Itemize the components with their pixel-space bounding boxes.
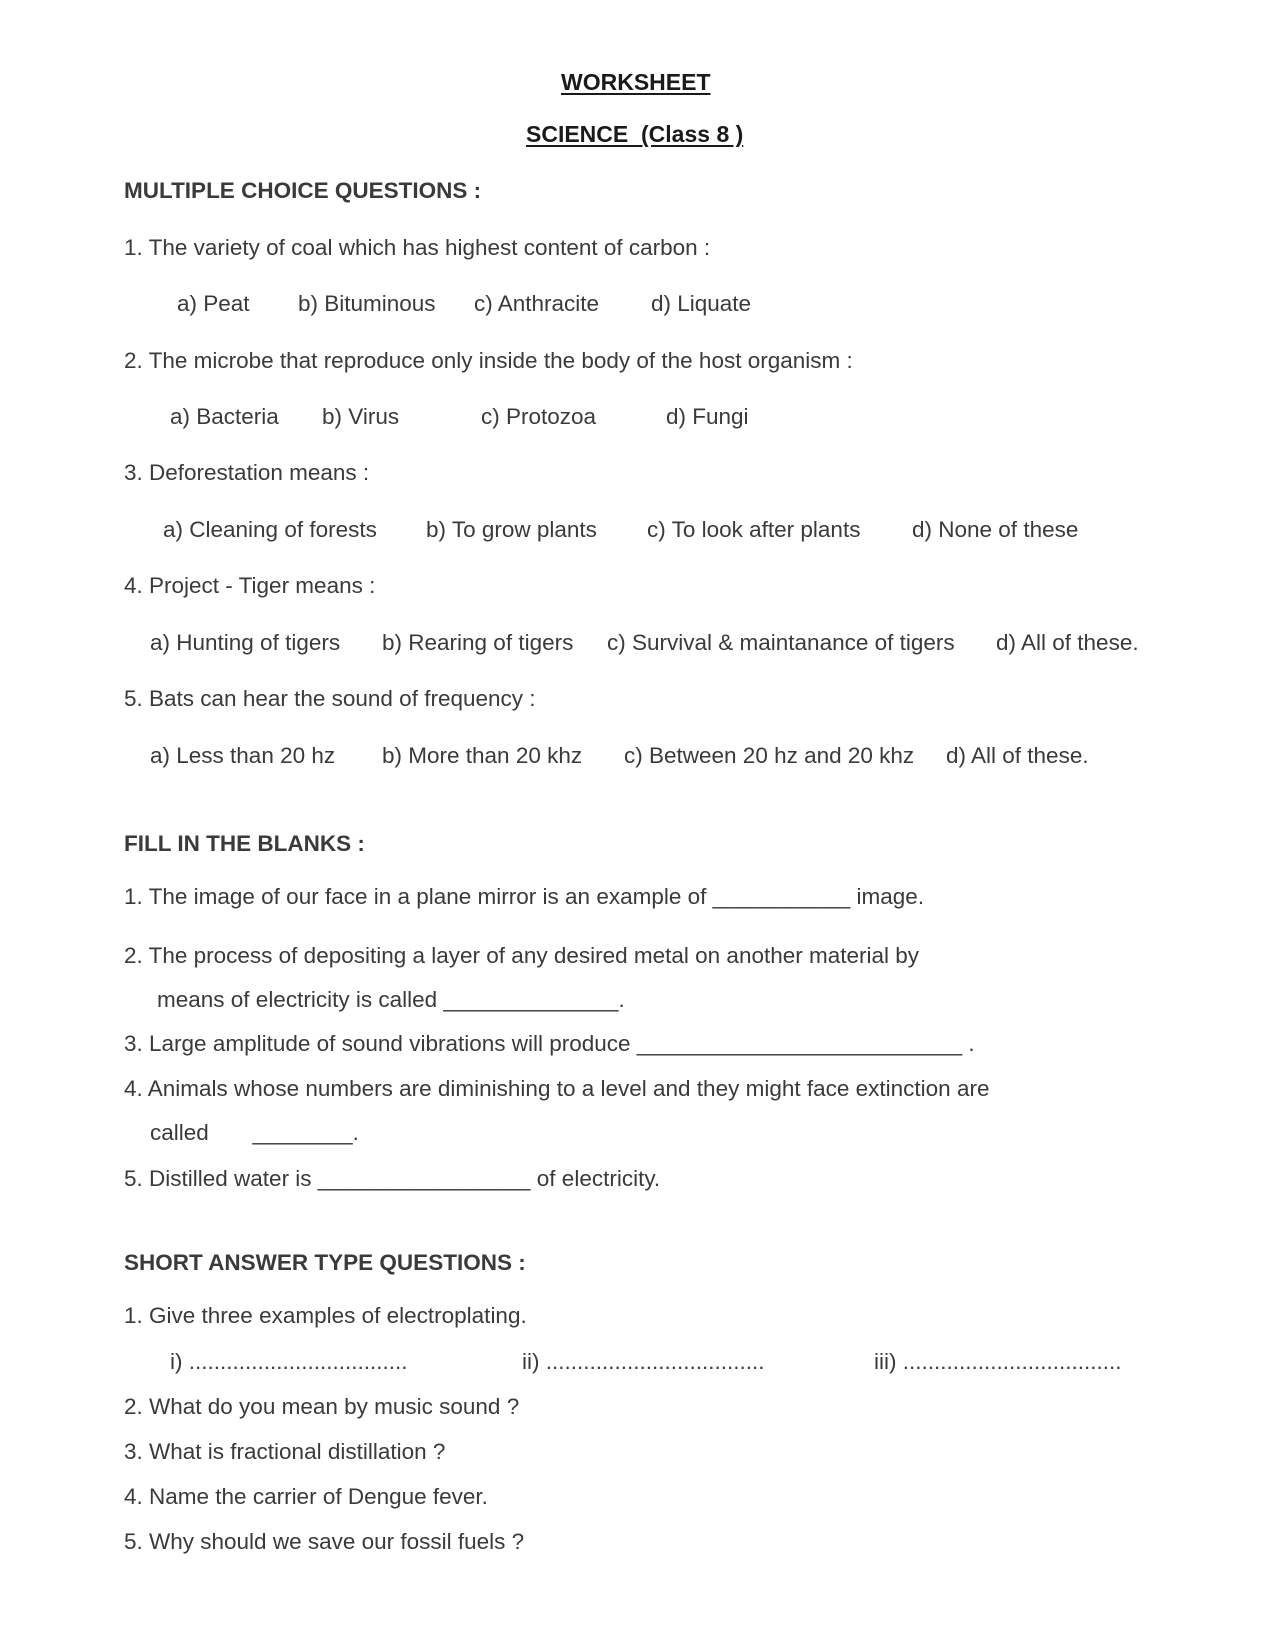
short-blank-i: i) ................................... xyxy=(170,1349,408,1374)
mcq-2-option-d: d) Fungi xyxy=(666,404,749,429)
fill-line-1: 1. The image of our face in a plane mirror is an example of ___________ image. xyxy=(124,884,925,909)
short-question-1: 1. Give three examples of electroplating. xyxy=(124,1303,527,1328)
fill-line-5: 5. Distilled water is _________________ of electricity. xyxy=(124,1166,661,1191)
mcq-4-option-a: a) Hunting of tigers xyxy=(150,630,341,655)
mcq-heading: MULTIPLE CHOICE QUESTIONS : xyxy=(124,178,482,203)
mcq-1-option-b: b) Bituminous xyxy=(298,291,436,316)
page-title: WORKSHEET xyxy=(561,69,711,95)
mcq-3-option-b: b) To grow plants xyxy=(426,517,597,542)
fill-line-2: 2. The process of depositing a layer of any desired metal on another material by xyxy=(124,943,920,968)
mcq-5-option-b: b) More than 20 khz xyxy=(382,743,583,768)
fill-line-3: 3. Large amplitude of sound vibrations will produce __________________________ . xyxy=(124,1031,975,1056)
short-heading: SHORT ANSWER TYPE QUESTIONS : xyxy=(124,1250,526,1275)
mcq-4-option-b: b) Rearing of tigers xyxy=(382,630,574,655)
mcq-2-option-a: a) Bacteria xyxy=(170,404,279,429)
short-blank-iii: iii) ................................... xyxy=(874,1349,1122,1374)
mcq-3-option-c: c) To look after plants xyxy=(647,517,861,542)
mcq-3-option-d: d) None of these xyxy=(912,517,1079,542)
short-blank-ii: ii) ................................... xyxy=(522,1349,765,1374)
mcq-5-option-a: a) Less than 20 hz xyxy=(150,743,336,768)
mcq-1-option-a: a) Peat xyxy=(177,291,250,316)
fill-heading: FILL IN THE BLANKS : xyxy=(124,831,365,856)
short-question-2: 2. What do you mean by music sound ? xyxy=(124,1394,520,1419)
mcq-question-2: 2. The microbe that reproduce only inside the body of the host organism : xyxy=(124,348,853,373)
mcq-4-option-c: c) Survival & maintanance of tigers xyxy=(607,630,955,655)
mcq-1-option-c: c) Anthracite xyxy=(474,291,600,316)
mcq-2-option-b: b) Virus xyxy=(322,404,400,429)
short-question-5: 5. Why should we save our fossil fuels ? xyxy=(124,1529,525,1554)
mcq-question-5: 5. Bats can hear the sound of frequency : xyxy=(124,686,536,711)
fill-line-2b: means of electricity is called ______________. xyxy=(157,987,625,1012)
mcq-question-1: 1. The variety of coal which has highest content of carbon : xyxy=(124,235,711,260)
page-subtitle: SCIENCE (Class 8 ) xyxy=(526,121,744,147)
mcq-2-option-c: c) Protozoa xyxy=(481,404,597,429)
mcq-question-3: 3. Deforestation means : xyxy=(124,460,370,485)
short-question-4: 4. Name the carrier of Dengue fever. xyxy=(124,1484,488,1509)
mcq-question-4: 4. Project - Tiger means : xyxy=(124,573,376,598)
fill-line-4b: called ________. xyxy=(150,1120,359,1145)
mcq-3-option-a: a) Cleaning of forests xyxy=(163,517,377,542)
mcq-1-option-d: d) Liquate xyxy=(651,291,752,316)
mcq-5-option-c: c) Between 20 hz and 20 khz xyxy=(624,743,915,768)
mcq-4-option-d: d) All of these. xyxy=(996,630,1139,655)
short-question-3: 3. What is fractional distillation ? xyxy=(124,1439,446,1464)
mcq-5-option-d: d) All of these. xyxy=(946,743,1089,768)
fill-line-4: 4. Animals whose numbers are diminishing to a level and they might face extinction are xyxy=(124,1076,990,1101)
